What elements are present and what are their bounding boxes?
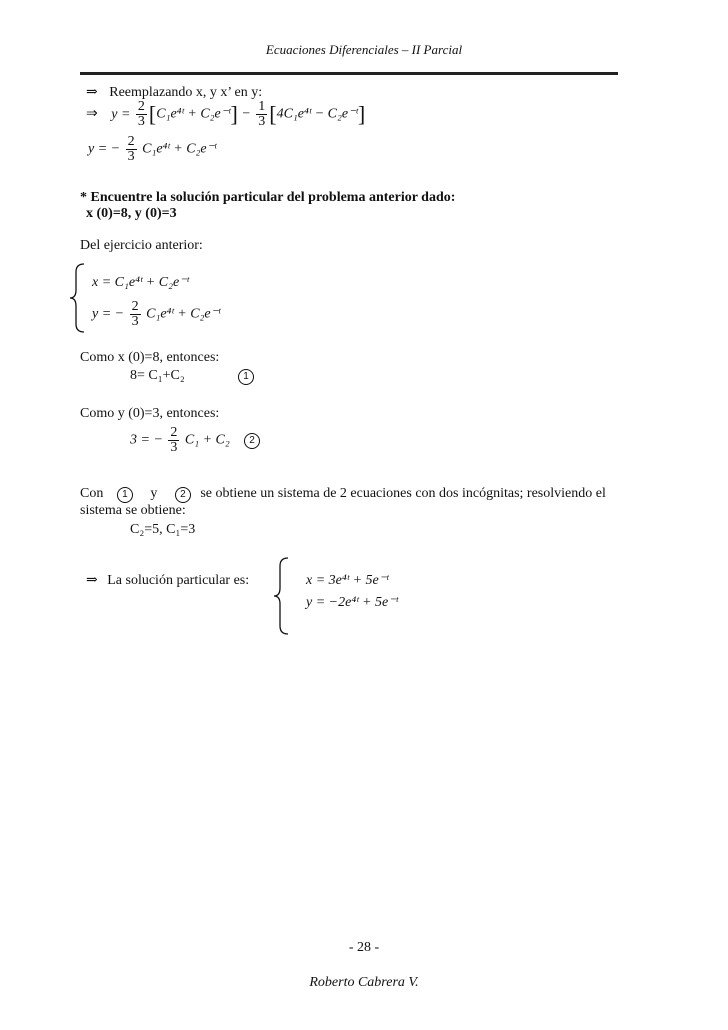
left-brace-icon <box>272 556 290 636</box>
page-header: Ecuaciones Diferenciales – II Parcial <box>265 42 463 57</box>
circled-two-marker: 2 <box>175 487 191 503</box>
constants-values: C₂=5, C₁=3 <box>130 522 196 537</box>
system-1-eq-x: x = C₁e⁴ᵗ + C₂e⁻ᵗ <box>92 275 189 290</box>
step-2-term-a: C₁e⁴ᵗ + C₂e⁻ᵗ <box>156 106 231 122</box>
step-2-term-b: 4C₁e⁴ᵗ − C₂e⁻ᵗ <box>276 106 358 122</box>
equation-1: 8= C₁+C₂ <box>130 368 185 383</box>
left-brace-icon <box>68 262 86 334</box>
condition-y-text: Como y (0)=3, entonces: <box>80 406 220 421</box>
fraction-two-thirds: $\frac{2}{3}$ <box>127 134 135 164</box>
previous-exercise-label: Del ejercicio anterior: <box>80 238 203 253</box>
step-2-equation: ⇒ y = $\frac{2}{3}$ [C₁e⁴ᵗ + C₂e⁻ᵗ] − $\frac{1}{3}$ [4C₁e⁴ᵗ − C₂e⁻ᵗ] <box>86 99 366 129</box>
particular-solution-label: ⇒ La solución particular es: <box>86 573 250 588</box>
circled-two-marker: 2 <box>244 430 260 449</box>
equation-2: 3 = − $\frac{2}{3}$ C₁ + C₂ <box>130 425 230 455</box>
solve-line: Con 1 y 2 se obtiene un sistema de 2 ecuaciones con dos incógnitas; resolviendo el <box>80 486 606 501</box>
step-1 <box>86 84 262 101</box>
system-1-eq-y: y = − $\frac{2}{3}$ C₁e⁴ᵗ + C₂e⁻ᵗ <box>92 299 221 329</box>
implies-arrow: ⇒ <box>86 106 98 122</box>
section-title: * Encuentre la solución particular del problema anterior dado: <box>80 190 456 205</box>
fraction-two-thirds: $\frac{2}{3}$ <box>170 425 178 455</box>
fraction-two-thirds: $\frac{2}{3}$ <box>137 99 145 129</box>
step-3-equation: y = − $\frac{2}{3}$ C₁e⁴ᵗ + C₂e⁻ᵗ <box>88 134 217 164</box>
step-1-text: Reemplazando x, y x’ en y: <box>109 85 263 100</box>
header-rule <box>80 72 618 75</box>
fraction-one-third: $\frac{1}{3}$ <box>258 99 266 129</box>
step-2-lhs: y = <box>111 106 131 122</box>
particular-eq-x: x = 3e⁴ᵗ + 5e⁻ᵗ <box>306 573 389 588</box>
condition-x-text: Como x (0)=8, entonces: <box>80 350 220 365</box>
fraction-two-thirds: $\frac{2}{3}$ <box>131 299 139 329</box>
implies-arrow: ⇒ <box>86 573 98 588</box>
solve-line-2: sistema se obtiene: <box>80 503 186 518</box>
circled-one-marker: 1 <box>117 487 133 503</box>
author: Roberto Cabrera V. <box>309 975 419 990</box>
circled-one-marker: 1 <box>238 366 254 385</box>
page-number: - 28 - <box>348 940 380 955</box>
particular-eq-y: y = −2e⁴ᵗ + 5e⁻ᵗ <box>306 595 398 610</box>
implies-arrow: ⇒ <box>86 85 98 100</box>
initial-conditions: x (0)=8, y (0)=3 <box>86 206 177 221</box>
